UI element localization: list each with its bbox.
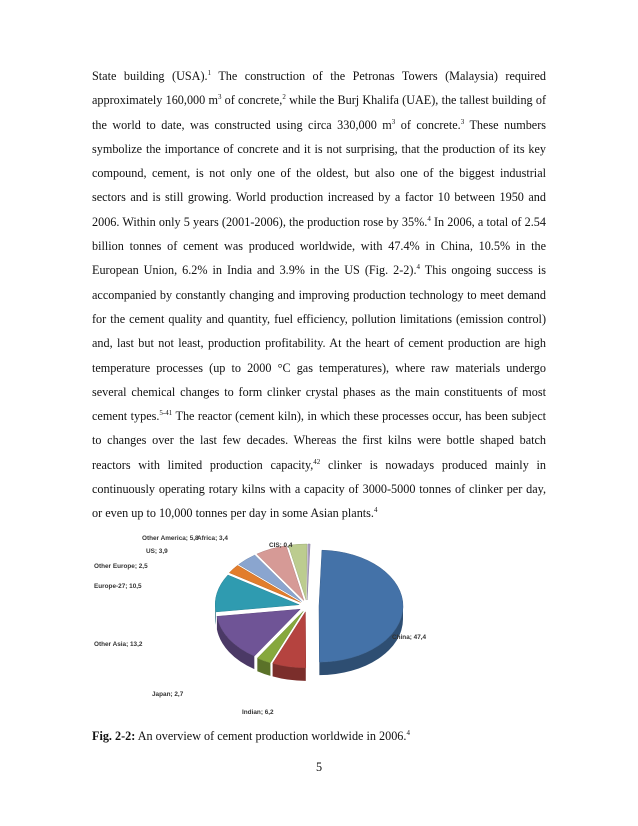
reference-mark: 4 xyxy=(427,214,431,223)
reference-mark: 42 xyxy=(313,457,321,466)
pie-slice-label: US; 3,9 xyxy=(146,548,168,555)
pie-slice-label: China; 47,4 xyxy=(392,634,427,641)
pie-slice-label: Other Europe; 2,5 xyxy=(94,563,148,570)
pie-slice xyxy=(307,544,310,600)
pie-chart-figure xyxy=(92,526,546,726)
reference-mark: 1 xyxy=(207,69,212,77)
pie-slice-label: Other America; 5,8 xyxy=(142,535,199,542)
pie-slice-label: Africa; 3,4 xyxy=(197,535,228,542)
pie-slice-label: Indian; 6,2 xyxy=(242,709,274,716)
pie-slice-label: Japan; 2,7 xyxy=(152,691,184,698)
reference-mark: 3 xyxy=(460,117,465,126)
figure-label: Fig. 2-2: xyxy=(92,729,136,743)
reference-mark: 4 xyxy=(406,729,410,737)
pie-chart xyxy=(92,526,546,726)
superscript: 3 xyxy=(217,93,222,102)
page-number: 5 xyxy=(315,760,323,774)
reference-mark: 4 xyxy=(416,263,421,272)
superscript: 3 xyxy=(391,117,396,126)
reference-mark: 5-41 xyxy=(159,409,173,418)
figure-caption: Fig. 2-2: An overview of cement production worldwide in 2006.$^4$ xyxy=(92,729,410,743)
pie-slice-label: CIS; 0,4 xyxy=(269,542,293,549)
pie-slice-label: Other Asia; 13,2 xyxy=(94,641,143,648)
body-paragraph: State building (USA).$^1$ The construction of the Petronas Towers (Malaysia) required approximately 160,000 $m^3$ of concrete,$^2$ while the Burj Khalifa (UAE), the tallest building of the world to date, was constructed using circa 330,000 $m^3$ of concrete.$^3$ These numbers symbolize the importance of concrete and it is not surprising, that the production of its key compound, cement, is not only one of the oldest, but also one of the biggest industrial sectors and is still growing. World production increased by a factor 10 between 1950 and 2006. Within only 5 years (2001-2006), the production rose by 35%.$^4$ In 2006, a total of 2.54 billion tonnes of cement was produced worldwide, with 47.4% in China, 10.5% in the European Union, 6.2% in India and 3.9% in the US (Fig. 2-2).$^4$ This ongoing success is accompanied by constantly changing and improving production technology to meet demand for the cement quality and quantity, fuel efficiency, pollution limitations (emission control) and, last but not least, production profitability. At the heart of cement production are high temperature processes (up to 2000 °C gas temperatures), where raw materials undergo several chemical changes to form clinker crystal phases as the main constituents of most cement types.$^{5-41}$ The reactor (cement kiln), in which these processes occur, has been subject to changes over the last few decades. Whereas the first kilns were bottle shaped batch reactors with limited production capacity,$^{42}$ clinker is nowadays produced mainly in continuously operating rotary kilns with a capacity of 3000-5000 tonnes of clinker per day, or even up to 10,000 tonnes per day in some Asian plants.$^4$ xyxy=(92,69,547,521)
pie-slice-label: Europe-27; 10,5 xyxy=(94,583,142,590)
reference-mark: 4 xyxy=(373,506,378,515)
reference-mark: 2 xyxy=(282,93,286,102)
